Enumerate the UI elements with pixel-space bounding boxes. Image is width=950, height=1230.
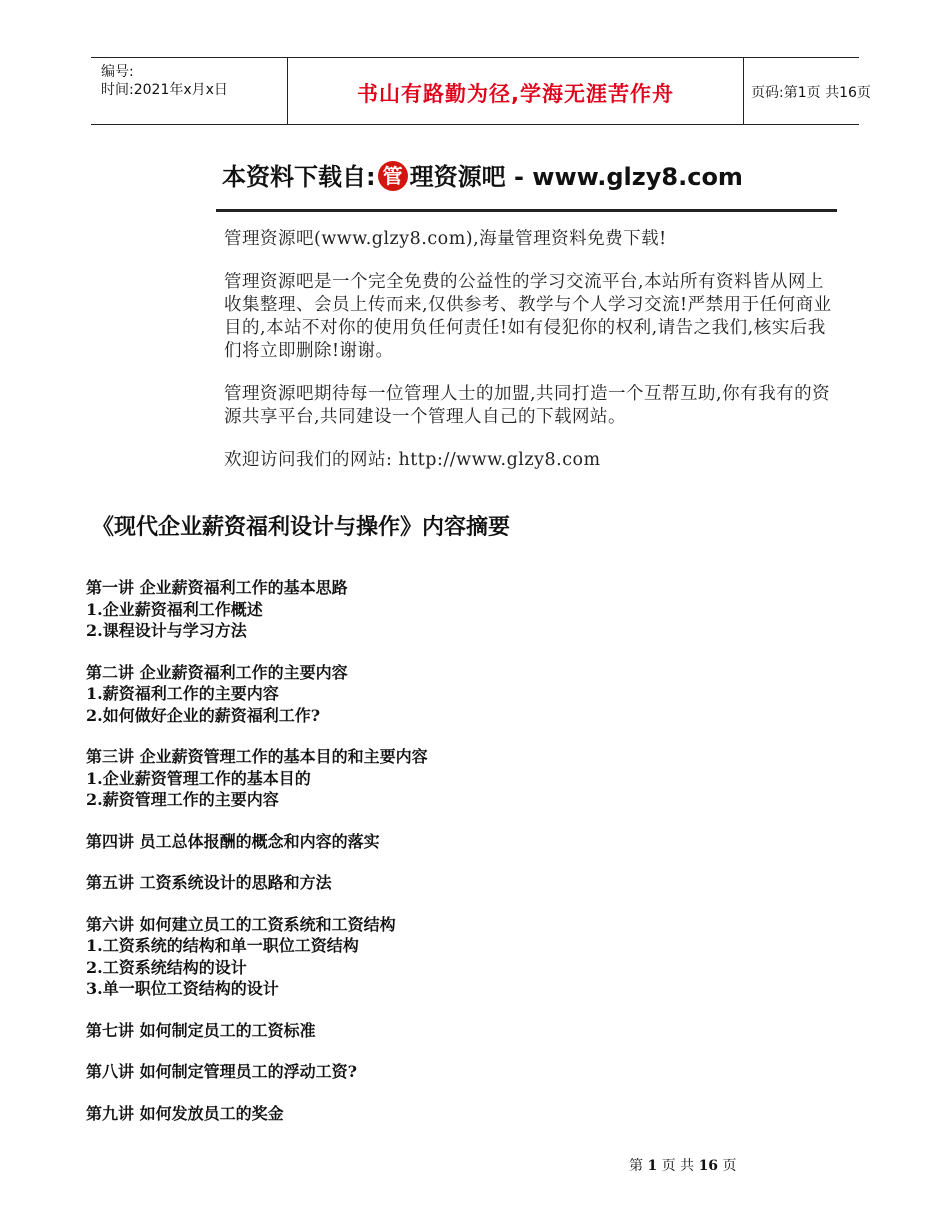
lecture-5 bbox=[86, 872, 786, 894]
header-motto: 书山有路勤为径,学海无涯苦作舟 bbox=[357, 82, 674, 106]
download-banner bbox=[222, 152, 837, 214]
lecture-title: 第一讲 企业薪资福利工作的基本思路 bbox=[86, 578, 348, 597]
lecture-title: 第二讲 企业薪资福利工作的主要内容 bbox=[86, 662, 348, 682]
footer-mid: 页 共 bbox=[661, 1158, 695, 1174]
lecture-3 bbox=[86, 746, 786, 811]
lecture-7 bbox=[86, 1020, 786, 1042]
lecture-1 bbox=[86, 577, 786, 642]
lecture-title: 第九讲 如何发放员工的奖金 bbox=[86, 1103, 284, 1123]
footer-page-number: 1 bbox=[647, 1158, 658, 1174]
lecture-title: 第五讲 工资系统设计的思路和方法 bbox=[86, 873, 332, 892]
lecture-item: 2.薪资管理工作的主要内容 bbox=[86, 790, 279, 809]
header-right-cell bbox=[743, 58, 871, 124]
intro-disclaimer: 管理资源吧是一个完全免费的公益性的学习交流平台,本站所有资料皆从网上收集整理、会员上传而来,仅供参考、教学与个人学习交流!严禁用于任何商业目的,本站不对你的使用负任何责任!如有侵犯你的权利,请告之我们,核实后我们将立即删除!谢谢。 bbox=[224, 272, 832, 361]
intro-line: 管理资源吧(www.glzy8.com),海量管理资料免费下载! bbox=[224, 229, 667, 249]
lecture-item: 2.如何做好企业的薪资福利工作? bbox=[86, 705, 321, 725]
lecture-4 bbox=[86, 831, 786, 853]
lecture-8 bbox=[86, 1061, 786, 1083]
header-motto-cell bbox=[287, 58, 744, 124]
lecture-title: 第六讲 如何建立员工的工资系统和工资结构 bbox=[86, 914, 396, 934]
lecture-outline bbox=[86, 577, 786, 1144]
lecture-2 bbox=[86, 662, 786, 727]
lecture-title: 第七讲 如何制定员工的工资标准 bbox=[86, 1020, 316, 1040]
lecture-item: 1.企业薪资管理工作的基本目的 bbox=[86, 768, 311, 788]
lecture-item: 2.课程设计与学习方法 bbox=[86, 621, 247, 640]
page-header bbox=[91, 57, 871, 125]
lecture-6 bbox=[86, 914, 786, 1000]
lecture-item: 1.工资系统的结构和单一职位工资结构 bbox=[86, 936, 359, 955]
lecture-item: 1.企业薪资福利工作概述 bbox=[86, 599, 263, 619]
lecture-title: 第八讲 如何制定管理员工的浮动工资? bbox=[86, 1062, 357, 1081]
footer-post: 页 bbox=[722, 1158, 737, 1174]
document-title: 《现代企业薪资福利设计与操作》内容摘要 bbox=[92, 515, 511, 540]
header-page-label: 页码:第1页 共16页 bbox=[751, 85, 871, 101]
banner-text bbox=[222, 157, 743, 193]
header-left-cell bbox=[91, 58, 287, 124]
lecture-9 bbox=[86, 1103, 786, 1125]
banner-prefix: 本资料下载自: bbox=[222, 163, 376, 191]
banner-divider bbox=[216, 209, 837, 212]
banner-site-name: 理资源吧 - www.glzy8.com bbox=[409, 163, 743, 191]
lecture-item: 1.薪资福利工作的主要内容 bbox=[86, 684, 279, 703]
lecture-title: 第四讲 员工总体报酬的概念和内容的落实 bbox=[86, 831, 380, 851]
site-logo-icon: 管 bbox=[378, 161, 408, 191]
page-footer bbox=[629, 1155, 737, 1175]
lecture-title: 第三讲 企业薪资管理工作的基本目的和主要内容 bbox=[86, 747, 428, 766]
footer-total-pages: 16 bbox=[698, 1158, 719, 1174]
intro-visit: 欢迎访问我们的网站: http://www.glzy8.com bbox=[224, 450, 601, 470]
document-time-label: 时间:2021年x月x日 bbox=[101, 82, 228, 98]
intro-invitation: 管理资源吧期待每一位管理人士的加盟,共同打造一个互帮互助,你有我有的资源共享平台,共同建设一个管理人自己的下载网站。 bbox=[224, 384, 831, 427]
document-number-label: 编号: bbox=[101, 64, 134, 80]
lecture-item: 3.单一职位工资结构的设计 bbox=[86, 979, 279, 998]
footer-pre: 第 bbox=[629, 1158, 643, 1174]
intro-block bbox=[224, 228, 839, 492]
lecture-item: 2.工资系统结构的设计 bbox=[86, 957, 247, 977]
